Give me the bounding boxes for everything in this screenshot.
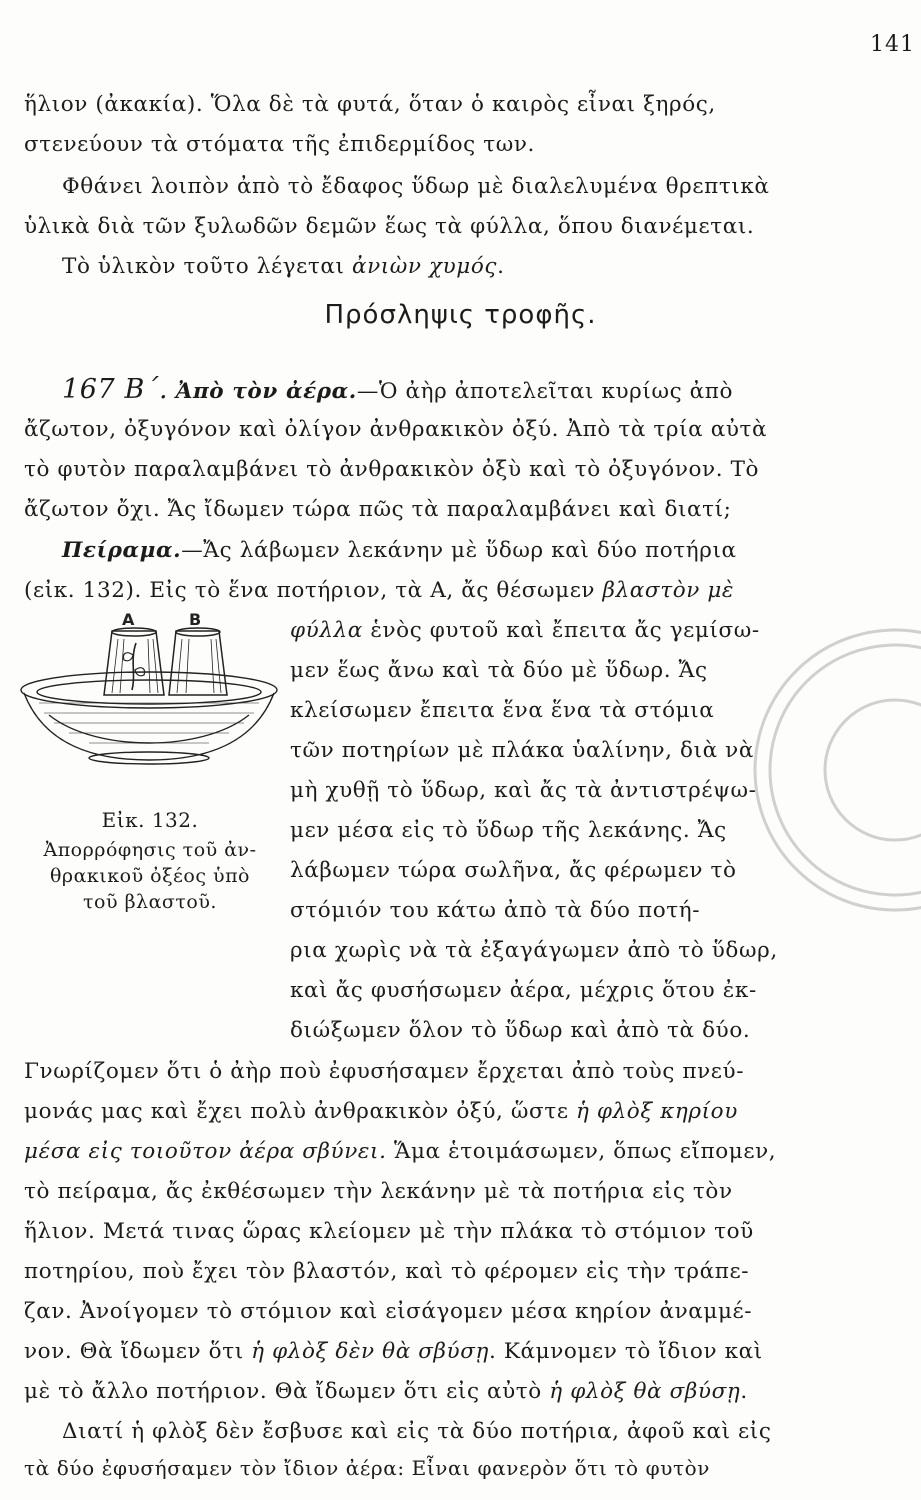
text-line <box>24 1092 872 1132</box>
text-span: . <box>497 254 505 279</box>
section-heading: Πρόσληψις τροφῆς. <box>324 300 597 330</box>
text-line: μεν μέσα εἰς τὸ ὕδωρ τῆς λεκάνης. Ἄς <box>290 818 727 843</box>
experiment-label: Πείραμα. <box>62 538 182 563</box>
glass-a-icon <box>104 628 164 695</box>
term-ascending-sap: ἀνιὼν χυμός <box>351 254 498 279</box>
text-line: τῶν ποτηρίων μὲ πλάκα ὑαλίνην, διὰ νὰ <box>290 738 754 763</box>
text-span: —Ἄς λάβωμεν λεκάνην μὲ ὕδωρ καὶ δύο ποτήρια <box>181 538 737 563</box>
text-line: στόμιόν του κάτω ἀπὸ τὰ δύο ποτή- <box>290 898 701 923</box>
text-span: ἡ φλὸξ κηρίου <box>576 1099 738 1124</box>
text-line: Φθάνει λοιπὸν ἀπὸ τὸ ἔδαφος ὕδωρ μὲ διαλελυμένα θρεπτικὰ <box>62 174 770 199</box>
text-line: Γνωρίζομεν ὅτι ὁ ἀὴρ ποὺ ἐφυσήσαμεν ἔρχεται ἀπὸ τοὺς πνεύ- <box>24 1059 745 1084</box>
text-span: —Ὁ ἀὴρ ἀποτελεῖται κυρίως ἀπὸ <box>356 379 734 404</box>
text-line: ὑλικὰ διὰ τῶν ξυλωδῶν δεμῶν ἕως τὰ φύλλα, ὅπου διανέμεται. <box>24 214 755 239</box>
text-span: μονάς μας καὶ ἔχει πολὺ ἀνθρακικὸν ὀξύ, ὥστε <box>24 1099 576 1124</box>
text-span: μέσα εἰς τοιοῦτον ἀέρα σβύνει. <box>24 1139 387 1164</box>
text-line: ποτηρίου, ποὺ ἔχει τὸν βλαστόν, καὶ τὸ φέρομεν εἰς τὴν τράπε- <box>24 1259 750 1284</box>
text-line: ρια χωρὶς νὰ τὰ ἐξαγάγωμεν ἀπὸ τὸ ὕδωρ, <box>290 938 778 963</box>
text-span: Τὸ ὑλικὸν τοῦτο λέγεται <box>62 254 352 279</box>
text-span: νον. Θὰ ἴδωμεν ὅτι <box>24 1339 252 1364</box>
figure-caption-line: τοῦ βλαστοῦ. <box>83 891 217 913</box>
text-span: ἡ φλὸξ θὰ σβύσῃ <box>549 1379 741 1404</box>
text-span: βλαστὸν μὲ <box>602 578 735 603</box>
text-line <box>62 247 872 287</box>
text-line <box>24 1372 872 1412</box>
library-stamp-icon <box>745 620 921 920</box>
section-number: 167 Β΄. <box>62 374 169 405</box>
text-line: διώξωμεν ὅλον τὸ ὕδωρ καὶ ἀπὸ τὰ δύο. <box>290 1018 751 1043</box>
figure-label-a: Α <box>122 610 135 629</box>
experiment-line <box>62 531 872 571</box>
text-line: ἄζωτον, ὀξυγόνον καὶ ὀλίγον ἀνθρακικὸν ὀξύ. Ἀπὸ τὰ τρία αὐτὰ <box>24 417 768 442</box>
text-line: ἄζωτον ὄχι. Ἄς ἴδωμεν τώρα πῶς τὰ παραλαμβάνει καὶ διατί; <box>24 497 732 522</box>
text-span: φύλλα <box>290 618 363 643</box>
section-line <box>62 370 872 412</box>
text-line: ἥλιον. Μετά τινας ὥρας κλείομεν μὲ τὴν πλάκα τὸ στόμιον τοῦ <box>24 1219 754 1244</box>
text-span: ἑνὸς φυτοῦ καὶ ἔπειτα ἄς γεμίσω- <box>362 618 760 643</box>
text-line: τὸ πείραμα, ἄς ἐκθέσωμεν τὴν λεκάνην μὲ τὰ ποτήρια εἰς τὸν <box>24 1179 733 1204</box>
figure-caption-title: Εἰκ. 132. <box>101 808 199 832</box>
figure-basin-illustration <box>14 595 284 795</box>
glass-b-icon <box>169 628 227 695</box>
basin-icon <box>21 672 277 764</box>
text-span: μὲ τὸ ἄλλο ποτήριον. Θὰ ἴδωμεν ὅτι εἰς αὐτὸ <box>24 1379 550 1404</box>
text-line: μεν ἕως ἄνω καὶ τὰ δύο μὲ ὕδωρ. Ἄς <box>290 658 708 683</box>
text-line: στενεύουν τὰ στόματα τῆς ἐπιδερμίδος των. <box>24 132 535 157</box>
text-line: ζαν. Ἀνοίγομεν τὸ στόμιον καὶ εἰσάγομεν μέσα κηρίον ἀναμμέ- <box>24 1299 753 1324</box>
text-line: Διατί ἡ φλὸξ δὲν ἔσβυσε καὶ εἰς τὰ δύο ποτήρια, ἀφοῦ καὶ εἰς <box>62 1419 772 1444</box>
figure-label-b: Β <box>189 610 202 629</box>
text-span: . Κάμνομεν τὸ ἴδιον καὶ <box>489 1339 763 1364</box>
text-line: λάβωμεν τώρα σωλῆνα, ἄς φέρωμεν τὸ <box>290 858 737 883</box>
section-title: Ἀπὸ τὸν ἀέρα. <box>175 379 357 404</box>
text-span: ἡ φλὸξ δὲν θὰ σβύσῃ <box>251 1339 489 1364</box>
text-line: κλείσωμεν ἔπειτα ἕνα ἕνα τὰ στόμια <box>290 698 715 723</box>
text-line: τὸ φυτὸν παραλαμβάνει τὸ ἀνθρακικὸν ὀξὺ καὶ τὸ ὀξυγόνον. Τὸ <box>24 457 760 482</box>
figure-caption-line: Ἀπορρόφησις τοῦ ἀν- <box>43 839 257 861</box>
text-span: . <box>740 1379 748 1404</box>
text-line: ἥλιον (ἀκακία). Ὅλα δὲ τὰ φυτά, ὅταν ὁ καιρὸς εἶναι ξηρός, <box>24 92 716 117</box>
page-number: 141 <box>870 32 915 57</box>
text-line: μὴ χυθῇ τὸ ὕδωρ, καὶ ἄς τὰ ἀντιστρέψω- <box>290 778 757 803</box>
text-line <box>24 1332 872 1372</box>
text-line <box>24 1132 872 1172</box>
figure-caption-line: θρακικοῦ ὀξέος ὑπὸ <box>49 865 250 887</box>
text-span: Ἅμα ἑτοιμάσωμεν, ὅπως εἴπομεν, <box>386 1139 777 1164</box>
text-span: (εἰκ. 132). Εἰς τὸ ἕνα ποτήριον, τὰ Α, ἄς θέσωμεν <box>24 578 603 603</box>
text-line: καὶ ἄς φυσήσωμεν ἀέρα, μέχρις ὅτου ἐκ- <box>290 978 757 1003</box>
text-line: τὰ δύο ἐφυσήσαμεν τὸν ἴδιον ἀέρα: Εἶναι φανερὸν ὅτι τὸ φυτὸν <box>24 1456 711 1480</box>
